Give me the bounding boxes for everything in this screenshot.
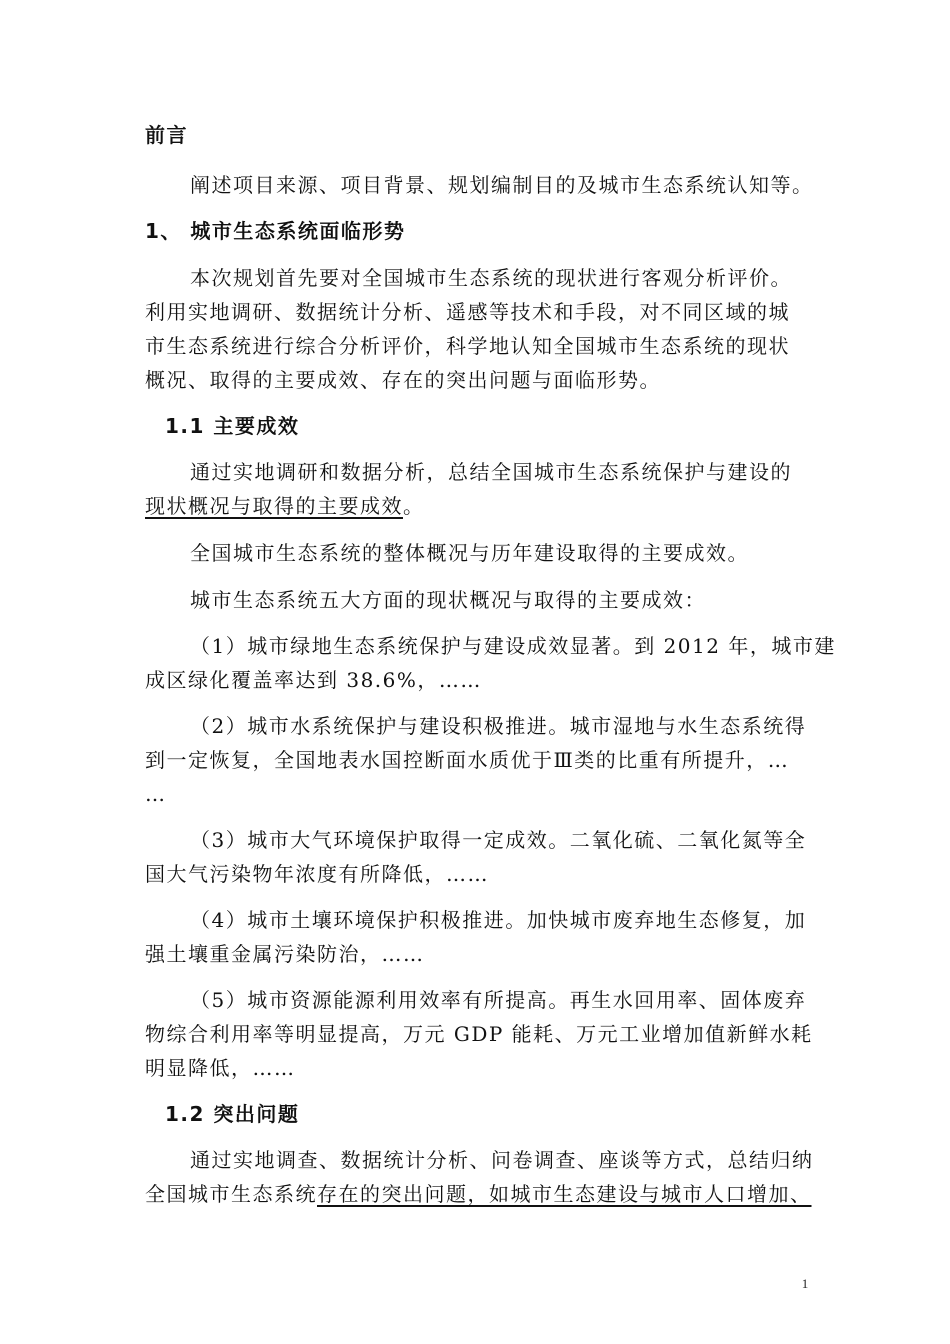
achievements-paragraph: 城市生态系统五大方面的现状概况与取得的主要成效： bbox=[190, 588, 706, 612]
underlined-phrase: 现状概况与取得的主要成效 bbox=[145, 494, 403, 518]
item-4-line: （4）城市土壤环境保护积极推进。加快城市废弃地生态修复，加 bbox=[190, 908, 807, 932]
achievements-line bbox=[145, 491, 825, 521]
item-2-line: … bbox=[145, 782, 167, 806]
achievements-line: 通过实地调研和数据分析，总结全国城市生态系统保护与建设的 bbox=[190, 460, 792, 484]
plain-text: 全国城市生态系统 bbox=[145, 1182, 317, 1206]
preface-paragraph: 阐述项目来源、项目背景、规划编制目的及城市生态系统认知等。 bbox=[190, 173, 814, 197]
item-5-line: （5）城市资源能源利用效率有所提高。再生水回用率、固体废弃 bbox=[190, 988, 807, 1012]
problems-line: 通过实地调查、数据统计分析、问卷调查、座谈等方式，总结归纳 bbox=[190, 1148, 814, 1172]
heading-preface: 前言 bbox=[145, 123, 188, 147]
section-1-line: 本次规划首先要对全国城市生态系统的现状进行客观分析评价。 bbox=[190, 266, 792, 290]
item-2-line: （2）城市水系统保护与建设积极推进。城市湿地与水生态系统得 bbox=[190, 714, 807, 738]
item-5-line: 物综合利用率等明显提高，万元 GDP 能耗、万元工业增加值新鲜水耗 bbox=[145, 1022, 813, 1046]
page-number: 1 bbox=[801, 1276, 809, 1291]
item-5-line: 明显降低，…… bbox=[145, 1056, 296, 1080]
item-3-line: （3）城市大气环境保护取得一定成效。二氧化硫、二氧化氮等全 bbox=[190, 828, 807, 852]
punctuation: 。 bbox=[403, 494, 425, 518]
item-4-line: 强土壤重金属污染防治，…… bbox=[145, 942, 425, 966]
underlined-phrase: 存在的突出问题，如城市生态建设与城市人口增加、 bbox=[317, 1182, 812, 1206]
section-1-line: 概况、取得的主要成效、存在的突出问题与面临形势。 bbox=[145, 368, 661, 392]
item-2-line: 到一定恢复，全国地表水国控断面水质优于Ⅲ类的比重有所提升，… bbox=[145, 748, 790, 772]
section-1-line: 市生态系统进行综合分析评价，科学地认知全国城市生态系统的现状 bbox=[145, 334, 790, 358]
problems-line bbox=[145, 1179, 825, 1209]
item-1-line: （1）城市绿地生态系统保护与建设成效显著。到 2012 年，城市建 bbox=[190, 634, 836, 658]
achievements-paragraph: 全国城市生态系统的整体概况与历年建设取得的主要成效。 bbox=[190, 541, 749, 565]
section-1-2-heading: 1.2 突出问题 bbox=[165, 1102, 300, 1126]
item-1-line: 成区绿化覆盖率达到 38.6%，…… bbox=[145, 668, 482, 692]
section-1-line: 利用实地调研、数据统计分析、遥感等技术和手段，对不同区域的城 bbox=[145, 300, 790, 324]
section-1-heading: 1、 城市生态系统面临形势 bbox=[145, 219, 406, 243]
item-3-line: 国大气污染物年浓度有所降低，…… bbox=[145, 862, 489, 886]
section-1-1-heading: 1.1 主要成效 bbox=[165, 414, 300, 438]
